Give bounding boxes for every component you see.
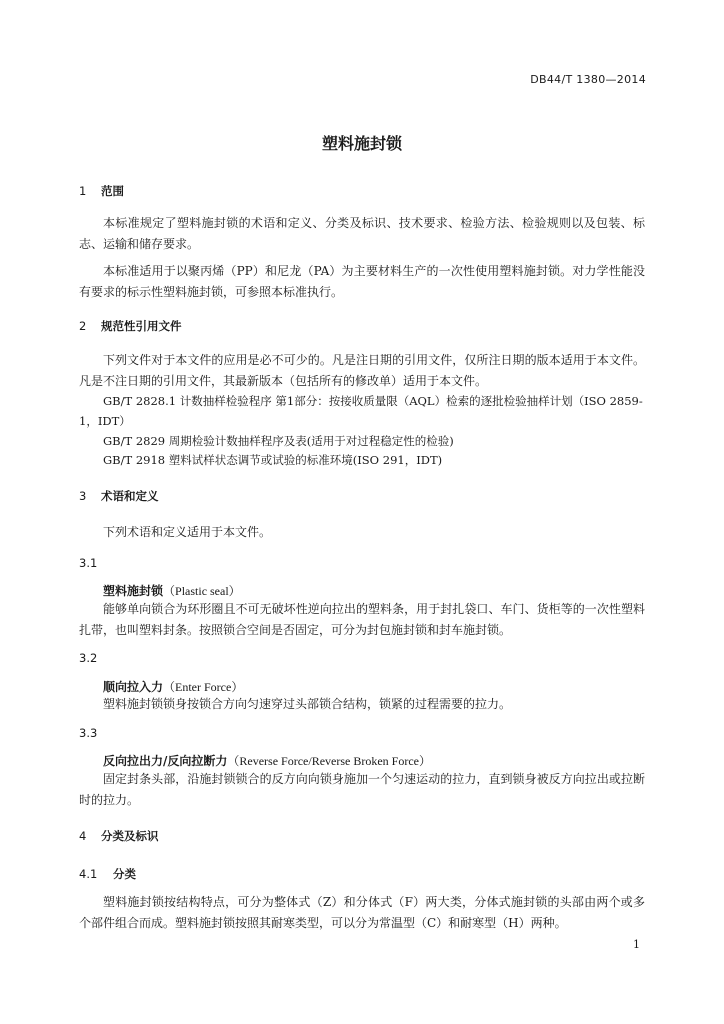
section-number: 4	[79, 829, 87, 843]
term-3-3-definition: 固定封条头部，沿施封锁锁合的反方向向锁身施加一个匀速运动的拉力，直到锁身被反方向拉出或拉断时的拉力。	[79, 772, 645, 807]
reference-item: GB/T 2829 周期检验计数抽样程序及表(适用于对过程稳定性的检验)	[103, 434, 454, 448]
section-1-heading	[79, 183, 124, 199]
term-3-1-heading	[103, 582, 241, 599]
page-number: 1	[633, 938, 640, 951]
section-4-1-heading	[79, 866, 136, 882]
standard-number: DB44/T 1380—2014	[530, 73, 646, 86]
section-4-heading	[79, 828, 159, 844]
section-number: 1	[79, 184, 87, 198]
section-1-paragraph-1: 本标准规定了塑料施封锁的术语和定义、分类及标识、技术要求、检验方法、检验规则以及包装、标志、运输和储存要求。	[79, 216, 645, 251]
term-name: 塑料施封锁	[103, 584, 164, 598]
section-3-intro: 下列术语和定义适用于本文件。	[103, 525, 272, 539]
term-3-2-definition: 塑料施封锁锁身按锁合方向匀速穿过头部锁合结构，锁紧的过程需要的拉力。	[103, 697, 512, 711]
section-2-heading	[79, 318, 182, 334]
section-3-heading	[79, 488, 159, 504]
term-3-2-heading	[103, 678, 243, 695]
section-number: 3	[79, 489, 87, 503]
reference-item: GB/T 2828.1 计数抽样检验程序 第1部分：按接收质量限（AQL）检索的逐批检验抽样计划（ISO 2859-1，IDT）	[79, 394, 643, 428]
term-3-1-number: 3.1	[79, 556, 98, 570]
section-4-1-paragraph: 塑料施封锁按结构特点，可分为整体式（Z）和分体式（F）两大类，分体式施封锁的头部由两个或多个部件组合而成。塑料施封锁按照其耐寒类型，可以分为常温型（C）和耐寒型（H）两种。	[79, 895, 645, 930]
section-title: 分类及标识	[101, 829, 159, 843]
term-3-3-heading	[103, 752, 431, 769]
subsection-title: 分类	[113, 867, 136, 881]
section-title: 规范性引用文件	[101, 319, 182, 333]
section-2-intro: 下列文件对于本文件的应用是必不可少的。凡是注日期的引用文件，仅所注日期的版本适用于本文件。凡是不注日期的引用文件，其最新版本（包括所有的修改单）适用于本文件。	[79, 353, 645, 388]
document-title: 塑料施封锁	[321, 134, 402, 153]
section-title: 范围	[101, 184, 124, 198]
section-title: 术语和定义	[101, 489, 159, 503]
term-name: 反向拉出力/反向拉断力	[103, 754, 228, 768]
term-3-3-number: 3.3	[79, 726, 98, 740]
subsection-number: 4.1	[79, 867, 98, 881]
term-name: 顺向拉入力	[103, 680, 164, 694]
term-english: （Plastic seal）	[163, 584, 241, 598]
section-1-paragraph-2: 本标准适用于以聚丙烯（PP）和尼龙（PA）为主要材料生产的一次性使用塑料施封锁。对力学性能没有要求的标示性塑料施封锁，可参照本标准执行。	[79, 264, 645, 299]
term-english: （Enter Force）	[163, 680, 244, 694]
term-3-1-definition: 能够单向锁合为环形圈且不可无破坏性逆向拉出的塑料条，用于封扎袋口、车门、货柜等的一次性塑料扎带，也叫塑料封条。按照锁合空间是否固定，可分为封包施封锁和封车施封锁。	[79, 602, 645, 637]
reference-item: GB/T 2918 塑料试样状态调节或试验的标准环境(ISO 291，IDT)	[103, 453, 443, 467]
term-3-2-number: 3.2	[79, 651, 98, 665]
term-english: （Reverse Force/Reverse Broken Force）	[227, 754, 431, 768]
section-number: 2	[79, 319, 87, 333]
